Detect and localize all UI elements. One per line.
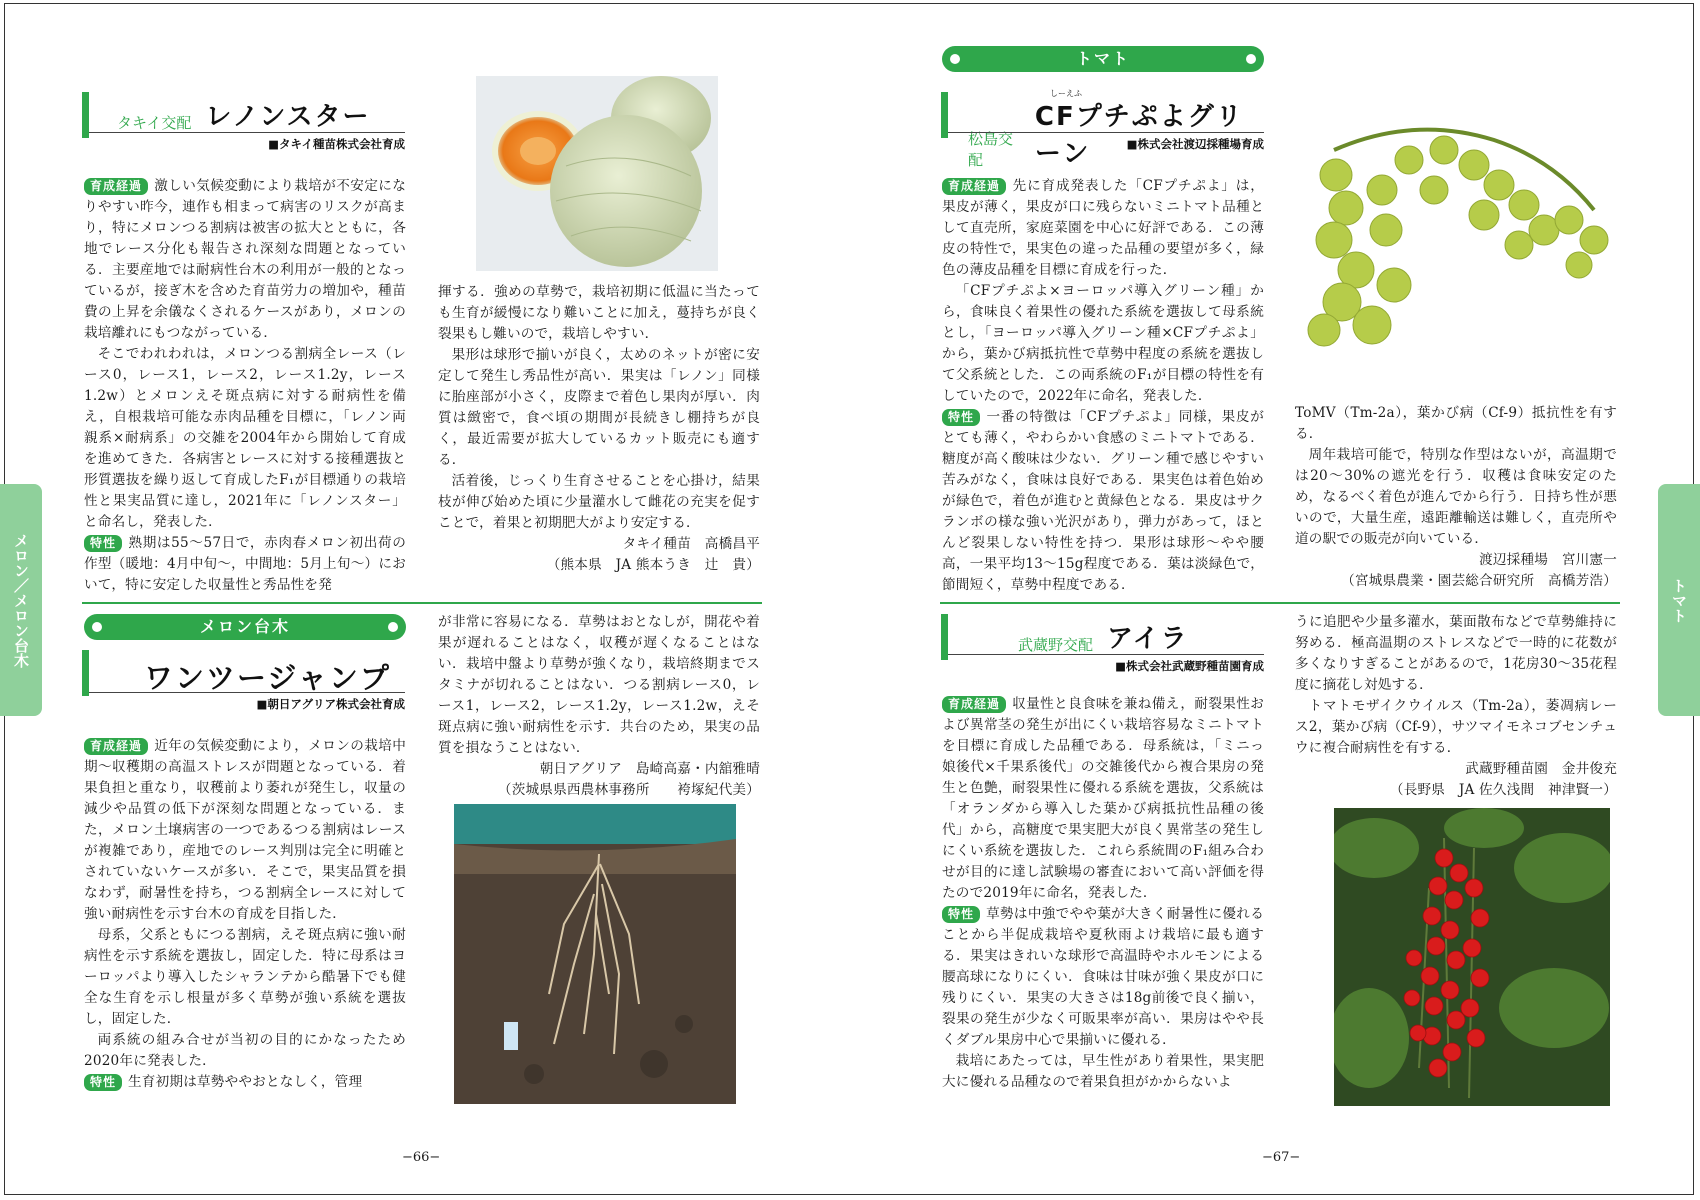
rootstock-col2-p1: が非常に容易になる．草勢はおとなしが，開花や着果が遅れることはなく，収穫が遅くなることはない．栽培中盤より草勢が強くなり，栽培終期までスタミナが切れることはない．つる割病レース0，レース1，レース2，レース1.2y，レース1.2w，えそ斑点病に強い耐病性を示す．共台のため，果実の品質を損なうことはない．: [438, 614, 760, 756]
cf-author2: （宮城県農業・園芸総合研究所 高橋芳浩）: [1341, 573, 1617, 589]
melon-author2: （熊本県 JA 熊本うき 辻 貴）: [546, 557, 760, 573]
cf-title-rule: [948, 132, 1264, 133]
rootstock-col1: [84, 736, 406, 1093]
bar-dot-left: [950, 54, 960, 64]
right-sidetab: トマト: [1658, 484, 1700, 716]
melon-col2-p2: 果形は球形で揃いが良く，太めのネットが密に安定して発生し秀品性が高い．果実は「レノン」同様に胎座部が小さく，皮際まで着色し果肉が厚い．肉質は緻密で，食べ頃の期間が長続きし棚持ちが良く，最近需要が拡大しているカット販売にも適する．: [438, 347, 760, 468]
bar-dot-right: [1246, 54, 1256, 64]
aira-history-tag: 育成経過: [942, 696, 1006, 713]
aira-feature-p2: 栽培にあたっては，早生性があり着果性，果実肥大に優れる品種なので着果負担がかからないよ: [942, 1053, 1264, 1090]
left-sidetab: メロン／メロン台木: [0, 484, 42, 716]
rootstock-history-tag: 育成経過: [84, 738, 148, 755]
cf-history-p1: 先に育成発表した「CFプチぷよ」は，果皮が薄く，果皮が口に残らないミニトマト品種として直売所，家庭菜園を中心に好評である．この薄皮の特性で，果実色の違った品種の要望が多く，緑色の薄皮品種を目標に育成を行った．: [942, 178, 1264, 278]
cf-col2-p1: ToMV（Tm-2a），葉かび病（Cf-9）抵抗性を有する．: [1295, 405, 1617, 442]
rootstock-history-p3: 両系統の組み合せが当初の目的にかなったため2020年に発表した．: [84, 1032, 406, 1069]
rootstock-author2: （茨城県県西農林事務所 袴塚紀代美）: [497, 782, 760, 798]
melon-col2-p3: 活着後，じっくり生育させることを心掛け，結果枝が伸び始めた頃に少量灌水して雌花の充実を促すことで，着果と初期肥大がより安定する．: [438, 473, 760, 531]
melon-breeder: ■タキイ種苗株式会社育成: [268, 137, 405, 151]
cf-author1: 渡辺採種場 宮川憲一: [1479, 552, 1617, 568]
cf-col1: [942, 176, 1264, 596]
aira-col2-p2: トマトモザイクウイルス（Tm-2a），萎凋病レース2，葉かび病（Cf-9），サツマイモネコブセンチュウに複合耐病性を有する．: [1295, 698, 1617, 756]
aira-variety-name: アイラ: [1107, 624, 1189, 654]
rootstock-breeder: ■朝日アグリア株式会社育成: [256, 697, 405, 711]
cf-breeder: ■株式会社渡辺採種場育成: [1126, 137, 1264, 151]
left-page-number: −66−: [402, 1150, 441, 1165]
melon-title-rule: [89, 132, 405, 133]
aira-red-tomato-photo: [1334, 808, 1610, 1106]
rootstock-col2: [438, 612, 760, 801]
cf-history-p2: 「CFプチぷよ×ヨーロッパ導入グリーン種」から，食味良く着果性の優れた系統を選抜して母系統とし，「ヨーロッパ導入グリーン種×CFプチぷよ」から，葉かび病抵抗性で草勢中程度の系統を選抜して父系統とした．この両系統のF₁が目標の特性を有していたので，2022年に命名，発表した．: [942, 283, 1264, 404]
rootstock-bar: [84, 614, 406, 640]
aira-col1: [942, 694, 1264, 1093]
aira-author1: 武蔵野種苗園 金井俊充: [1465, 761, 1617, 777]
aira-title-rule: [948, 654, 1264, 655]
cf-col2-p2: 周年栽培可能で，特別な作型はないが，高温期では20～30%の遮光を行う．収穫は食味安定のため，なるべく着色が進んでから行う．日持ち性が悪いので，大量生産，遠距離輸送は難しく，直売所や道の駅での販売が向いている．: [1295, 447, 1617, 547]
melon-photo: [476, 76, 718, 271]
aira-col2: [1295, 612, 1617, 801]
cf-variety-name: CFプチぷよグリーン: [1034, 102, 1244, 169]
left-section-divider: [82, 602, 762, 604]
cf-green-tomato-photo: [1294, 120, 1624, 360]
cf-feature-tag: 特性: [942, 409, 980, 426]
aira-author2: （長野県 JA 佐久浅間 神津賢一）: [1389, 782, 1617, 798]
rootstock-history-p2: 母系，父系ともにつる割病，えそ斑点病に強い耐病性を示す系統を選抜し，固定した．特に母系はヨーロッパより導入したシャランテから酷暑下でも健全な生育を示し根量が多く草勢が強い系統を選抜し，固定した．: [84, 927, 406, 1027]
melon-col1: [84, 176, 406, 596]
aira-feature-tag: 特性: [942, 906, 980, 923]
rootstock-variety-name: ワンツージャンプ: [144, 661, 391, 695]
cf-col2: [1295, 403, 1617, 592]
melon-author1: タキイ種苗 高橋昌平: [622, 536, 760, 552]
melon-feature-p1: 熟期は55～57日で，赤肉春メロン初出荷の作型（暖地：4月中旬～，中間地：5月上旬～）において，特に安定した収量性と秀品性を発: [84, 535, 406, 593]
rootstock-author1: 朝日アグリア 島崎高嘉・内舘雅晴: [539, 761, 760, 777]
rootstock-title-rule: [89, 692, 405, 693]
cf-feature-p1: 一番の特徴は「CFプチぷよ」同様，果皮がとても薄く，やわらかい食感のミニトマトである．糖度が高く酸味は少ない．グリーン種で感じやすい苦みがなく，食味は良好である．果実色は着色始めが緑色で，着色が進むと黄緑色となる．果皮はサクランボの様な強い光沢があり，弾力があって，ほとんど裂果しない特性を持つ．果形は球形～やや腰高，一果平均13～15g程度である．葉は淡緑色で，節間短く，草勢中程度である．: [942, 409, 1264, 593]
rootstock-feature-tag: 特性: [84, 1074, 122, 1091]
melon-maker: タキイ交配: [117, 114, 192, 132]
melon-variety-name: レノンスター: [205, 102, 371, 132]
rootstock-bar-label: メロン台木: [199, 617, 290, 636]
aira-history-p1: 収量性と良食味を兼ね備え，耐裂果性および異常茎の発生が出にくい栽培容易なミニトマトを目標に育成した品種である．母系統は，「ミニっ娘後代×千果系後代」の交雑後代から複合果房の発生と色艶，耐裂果性に優れる系統を選抜，父系統は「オランダから導入した葉かび病抵抗性品種の後代」から，高糖度で果実肥大が良く異常茎の発生しにくい系統を選抜した．これら系統間のF₁組み合わせが目的に達し試験場の審査において高い評価を得たので2019年に命名，発表した．: [942, 696, 1264, 901]
melon-history-p1: 激しい気候変動により栽培が不安定になりやすい昨今，連作も相まって病害のリスクが高まり，特にメロンつる割病は被害の拡大とともに，各地でレース分化も報告され深刻な問題となっている．主要産地では耐病性台木の利用が一般的となっているが，接ぎ木を含めた育苗労力の増加や，種苗費の上昇を余儀なくされるケースがあり，メロンの栽培離れにもつながっている．: [84, 178, 406, 341]
aira-maker: 武蔵野交配: [1018, 636, 1094, 654]
melon-history-p2: そこでわれわれは，メロンつる割病全レース（レース0，レース1，レース2，レース1.2y，レース1.2w）とメロンえそ斑点病に対する耐病性を備え，自根栽培可能な赤肉品種を目標に，「レノン両親系×耐病系」の交雑を2004年から開始して育成を進めてきた．各病害とレースに対する接種選抜と形質選抜を繰り返して育成したF₁が目標通りの栽培性と果実品質に達し，2021年に「レノンスター」と命名し，発表した．: [84, 346, 406, 530]
right-page-number: −67−: [1262, 1150, 1301, 1165]
rootstock-feature-p1: 生育初期は草勢ややおとなしく，管理: [128, 1074, 363, 1090]
tomato-bar: [942, 46, 1264, 72]
tomato-bar-label: トマト: [1075, 49, 1130, 68]
melon-feature-tag: 特性: [84, 535, 122, 552]
melon-col2-p1: 揮する．強めの草勢で，栽培初期に低温に当たっても生育が緩慢になり難いことに加え，蔓持ちが良く裂果もし難いので，栽培しやすい．: [438, 284, 760, 342]
cf-ruby: しーえふ: [1050, 89, 1082, 98]
aira-col2-p1: うに追肥や少量多灌水，葉面散布などで草勢維持に努める．極高温期のストレスなどで一時的に花数が多くなりすぎることがあるので，1花房30～35花程度に摘花し対処する．: [1295, 614, 1617, 693]
rootstock-title: [82, 650, 409, 696]
melon-history-tag: 育成経過: [84, 178, 148, 195]
aira-feature-p1: 草勢は中強でやや葉が大きく耐暑性に優れることから半促成栽培や夏秋雨よけ栽培に最も適する．果実はきれいな球形で高温時やホルモンによる腰高球になりにくい．食味は甘味が強く果皮が口に残りにくい．果実の大きさは18g前後で良く揃い，裂果の発生が少なく可販果率が高い．果房はやや長くダブル果房中心で果揃いに優れる．: [942, 906, 1264, 1048]
bar-dot-right: [388, 622, 398, 632]
melon-col2: [438, 282, 760, 576]
bar-dot-left: [92, 622, 102, 632]
right-section-divider: [940, 602, 1620, 604]
cf-history-tag: 育成経過: [942, 178, 1006, 195]
aira-breeder: ■株式会社武蔵野種苗園育成: [1115, 659, 1264, 673]
cf-maker: 松島交配: [968, 130, 1014, 169]
rootstock-history-p1: 近年の気候変動により，メロンの栽培中期～収穫期の高温ストレスが問題となっている．着果負担と重なり，収穫前より萎れが発生し，収量の減少や品質の低下が深刻な問題となっている．また，メロン土壌病害の一つであるつる割病はレースが複雑であり，産地でのレース判別は完全に明確とされていないケースが多い．そこで，果実品質を損なわず，耐暑性を持ち，つる割病全レースに対して強い耐病性を示す台木の育成を目指した．: [84, 738, 406, 922]
rootstock-root-photo: [454, 804, 736, 1104]
